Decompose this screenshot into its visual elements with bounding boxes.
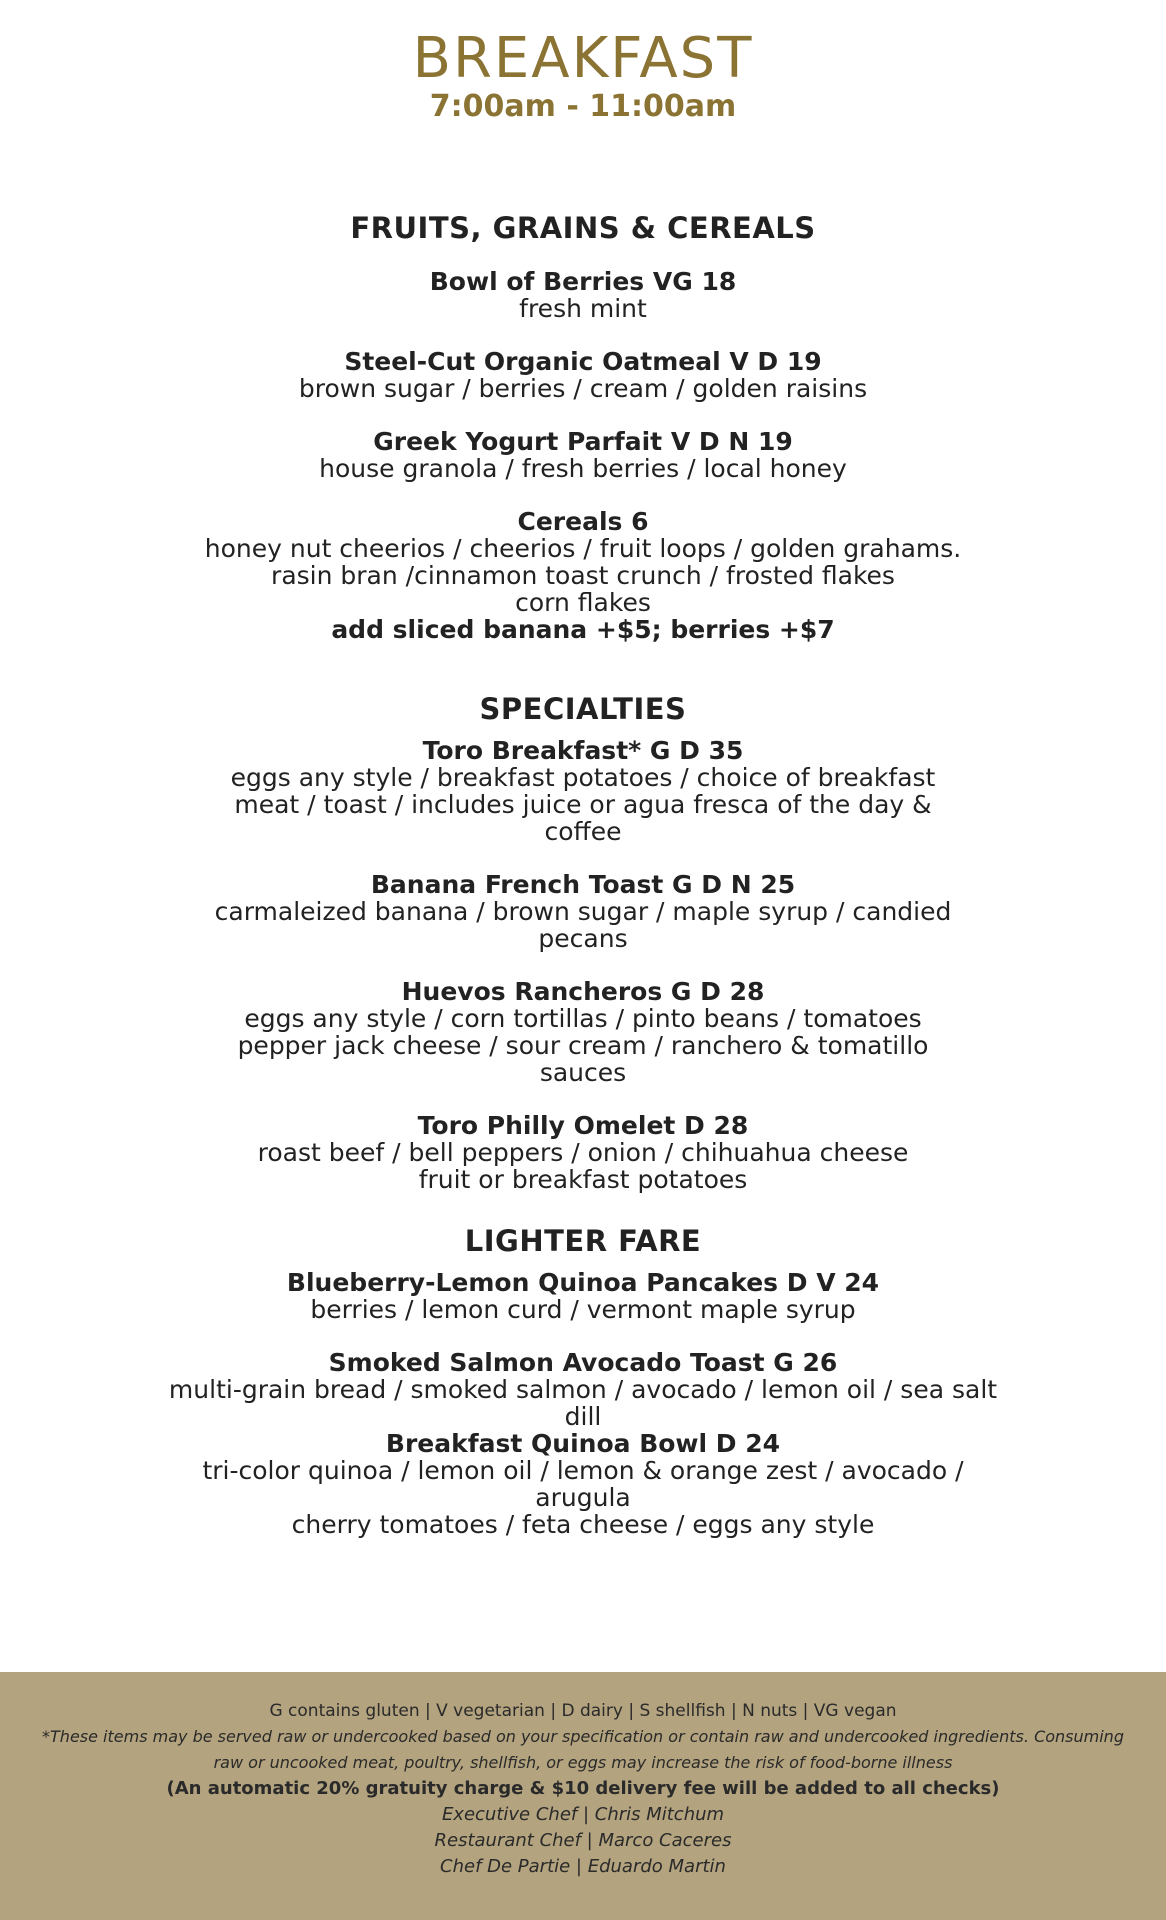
item-description: eggs any style / breakfast potatoes / choice of breakfast meat / toast / includes juice or agua fresca of the day & coffee bbox=[230, 763, 936, 846]
item-name: Toro Philly Omelet D 28 bbox=[417, 1111, 749, 1140]
menu-item bbox=[0, 1430, 1166, 1538]
item-name: Cereals 6 bbox=[517, 507, 649, 536]
item-name: Blueberry-Lemon Quinoa Pancakes D V 24 bbox=[286, 1268, 880, 1297]
item-name: Breakfast Quinoa Bowl D 24 bbox=[385, 1429, 781, 1458]
item-description: berries / lemon curd / vermont maple syrup bbox=[310, 1295, 856, 1324]
section-fruits-grains-cereals bbox=[0, 210, 1166, 643]
item-description: eggs any style / corn tortillas / pinto beans / tomatoes pepper jack cheese / sour cream / ranchero & tomatillo sauces bbox=[237, 1004, 929, 1087]
menu-item bbox=[0, 508, 1166, 643]
section-title: SPECIALTIES bbox=[479, 692, 687, 726]
chef-credit: Executive Chef | Chris Mitchum bbox=[441, 1804, 725, 1825]
menu-item bbox=[0, 348, 1166, 402]
section-title: LIGHTER FARE bbox=[464, 1224, 702, 1258]
item-note: add sliced banana +$5; berries +$7 bbox=[331, 615, 835, 644]
menu-header bbox=[0, 28, 1166, 124]
raw-food-disclaimer: *These items may be served raw or undercooked based on your specification or contain raw and undercooked ingredients. Consuming raw or uncooked meat, poultry, shellfish, or eggs may increase the risk of food-borne illness bbox=[42, 1727, 1124, 1772]
item-name: Bowl of Berries VG 18 bbox=[429, 267, 737, 296]
item-description: roast beef / bell peppers / onion / chihuahua cheese fruit or breakfast potatoes bbox=[257, 1138, 909, 1194]
menu-item bbox=[0, 978, 1166, 1086]
section-title: FRUITS, GRAINS & CEREALS bbox=[350, 211, 816, 245]
item-name: Smoked Salmon Avocado Toast G 26 bbox=[328, 1348, 838, 1377]
item-name: Toro Breakfast* G D 35 bbox=[422, 736, 744, 765]
item-name: Steel-Cut Organic Oatmeal V D 19 bbox=[344, 347, 822, 376]
item-description: carmaleized banana / brown sugar / maple syrup / candied pecans bbox=[214, 897, 952, 953]
section-specialties bbox=[0, 691, 1166, 1193]
gratuity-notice: (An automatic 20% gratuity charge & $10 delivery fee will be added to all checks) bbox=[166, 1778, 1000, 1799]
chef-credit: Chef De Partie | Eduardo Martin bbox=[440, 1856, 726, 1877]
chef-credit: Restaurant Chef | Marco Caceres bbox=[434, 1830, 732, 1851]
item-description: honey nut cheerios / cheerios / fruit loops / golden grahams. rasin bran /cinnamon toast crunch / frosted flakes corn flakes bbox=[204, 534, 962, 617]
item-description: tri-color quinoa / lemon oil / lemon & orange zest / avocado / arugula cherry tomatoes / feta cheese / eggs any style bbox=[202, 1456, 964, 1539]
item-name: Banana French Toast G D N 25 bbox=[370, 870, 796, 899]
menu-item bbox=[0, 428, 1166, 482]
menu-item bbox=[0, 1269, 1166, 1323]
item-description: multi-grain bread / smoked salmon / avocado / lemon oil / sea salt dill bbox=[168, 1375, 998, 1431]
menu-item bbox=[0, 1112, 1166, 1193]
item-description: house granola / fresh berries / local honey bbox=[319, 454, 847, 483]
item-description: brown sugar / berries / cream / golden raisins bbox=[298, 374, 868, 403]
menu-footer bbox=[0, 1672, 1166, 1920]
item-name: Greek Yogurt Parfait V D N 19 bbox=[373, 427, 793, 456]
section-lighter-fare bbox=[0, 1223, 1166, 1538]
item-name: Huevos Rancheros G D 28 bbox=[401, 977, 765, 1006]
menu-item bbox=[0, 737, 1166, 845]
menu-title: BREAKFAST bbox=[412, 26, 754, 91]
allergen-legend: G contains gluten | V vegetarian | D dairy | S shellfish | N nuts | VG vegan bbox=[269, 1701, 897, 1721]
item-description: fresh mint bbox=[519, 294, 647, 323]
menu-item bbox=[0, 871, 1166, 952]
menu-item bbox=[0, 268, 1166, 322]
menu-hours: 7:00am - 11:00am bbox=[429, 89, 737, 124]
menu-item bbox=[0, 1349, 1166, 1430]
menu-content bbox=[0, 210, 1166, 1568]
